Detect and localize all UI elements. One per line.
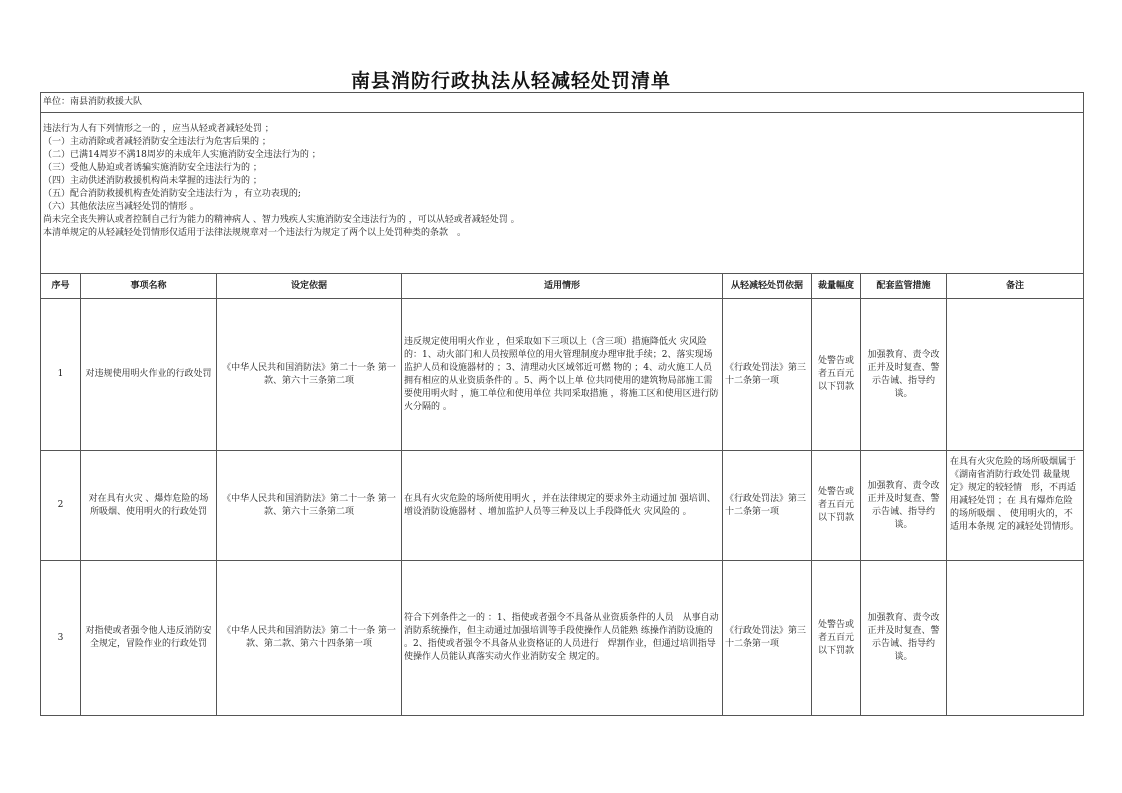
row-situation: 违反规定使用明火作业 ，但采取如下三项以上（含三项）措施降低火 灾风险的：1、动火部门和人员按照单位的用火管理制度办理审批手续；2、落实现场监护人员和设施器材的 ；3、清理动火区域邻近可燃 物的 ；4、动火施工人员拥有相应的从业资质条件的 。5、两个以上单 位共同使用的建筑物局部施工需要使用明火时 ，施工单位和使用单位 共同采取措施 ，将施工区和使用区进行防火分隔的 。 (402, 299, 723, 451)
row-range: 处警告或者五百元以下罚款 (812, 561, 861, 716)
intro-line: （一）主动消除或者减轻消防安全违法行为危害后果的 ； (43, 137, 271, 147)
row-no: 1 (41, 299, 81, 451)
row-range: 处警告或者五百元以下罚款 (812, 451, 861, 561)
page-title: 南县消防行政执法从轻减轻处罚清单 (350, 70, 671, 92)
intro-line: （六）其他依法应当减轻处罚的情形 。 (43, 202, 199, 212)
header-range: 裁量幅度 (812, 274, 861, 299)
header-basis: 设定依据 (217, 274, 402, 299)
penalty-table (40, 92, 1084, 716)
row-legal-basis: 《行政处罚法》第三十二条第一项 (723, 561, 812, 716)
row-basis: 《中华人民共和国消防法》第二十一条 第一款、第六十三条第二项 (217, 451, 402, 561)
row-measures: 加强教育、责令改正并及时复查、警示告诫、指导约谈。 (861, 299, 947, 451)
row-range: 处警告或者五百元以下罚款 (812, 299, 861, 451)
header-name: 事项名称 (81, 274, 217, 299)
row-name: 对违规使用明火作业的行政处罚 (81, 299, 217, 451)
row-name: 对在具有火灾 、爆炸危险的场所吸烟、使用明火的行政处罚 (81, 451, 217, 561)
row-situation: 在具有火灾危险的场所使用明火 ，并在法律规定的要求外主动通过加 强培训、增设消防设施器材 、增加监护人员等三种及以上手段降低火 灾风险的 。 (402, 451, 723, 561)
intro-line: （三）受他人胁迫或者诱骗实施消防安全违法行为的 ； (43, 163, 262, 173)
unit-label: 单位：南县消防救援大队 (41, 93, 1084, 113)
header-situation: 适用情形 (402, 274, 723, 299)
header-legal-basis: 从轻减轻处罚依据 (723, 274, 812, 299)
table-row (41, 561, 1084, 716)
intro-line: （四）主动供述消防救援机构尚未掌握的违法行为的 ； (43, 176, 262, 186)
intro-line: 尚未完全丧失辨认或者控制自己行为能力的精神病人 、智力残疾人实施消防安全违法行为的 ，可以从轻或者减轻处罚 。 (43, 215, 520, 225)
intro-line: （二）已满14周岁不满18周岁的未成年人实施消防安全违法行为的 ； (43, 150, 321, 160)
row-situation: 符合下列条件之一的 ：1、指使或者强令不具备从业资质条件的人员 从事自动消防系统操作，但主动通过加强培训等手段使操作人员能熟 练操作消防设施的 。2、指使或者强令不具备从业资格证的人员进行 焊割作业，但通过培训指导使操作人员能认真落实动火作业消防安全 规定的。 (402, 561, 723, 716)
row-measures: 加强教育、责令改正并及时复查、警示告诫、指导约谈。 (861, 451, 947, 561)
header-no: 序号 (41, 274, 81, 299)
row-legal-basis: 《行政处罚法》第三十二条第一项 (723, 451, 812, 561)
row-basis: 《中华人民共和国消防法》第二十一条 第一款、第二款、第六十四条第一项 (217, 561, 402, 716)
row-no: 2 (41, 451, 81, 561)
header-measures: 配套监管措施 (861, 274, 947, 299)
row-name: 对指使或者强令他人违反消防安全规定，冒险作业的行政处罚 (81, 561, 217, 716)
row-notes (947, 299, 1084, 451)
row-notes: 在具有火灾危险的场所吸烟属于《湖南省消防行政处罚 裁量规定》规定的较轻情 形，不再适用减轻处罚 ；在 具有爆炸危险的场所吸烟 、 使用明火的，不适用本条规 定的减轻处罚情形。 (947, 451, 1084, 561)
row-basis: 《中华人民共和国消防法》第二十一条 第一款、第六十三条第二项 (217, 299, 402, 451)
table-header-row (41, 274, 1084, 299)
table-row (41, 299, 1084, 451)
table-row (41, 451, 1084, 561)
intro-line: 违法行为人有下列情形之一的 ，应当从轻或者减轻处罚 ； (43, 124, 274, 134)
row-no: 3 (41, 561, 81, 716)
row-notes (947, 561, 1084, 716)
intro-line: （五）配合消防救援机构查处消防安全违法行为 ，有立功表现的; (43, 189, 301, 199)
intro-block (41, 113, 1084, 274)
intro-line: 本清单规定的从轻减轻处罚情形仅适用于法律法规规章对一个违法行为规定了两个以上处罚种类的条款 。 (43, 228, 467, 238)
row-legal-basis: 《行政处罚法》第三十二条第一项 (723, 299, 812, 451)
header-notes: 备注 (947, 274, 1084, 299)
row-measures: 加强教育、责令改正并及时复查、警示告诫、指导约谈。 (861, 561, 947, 716)
